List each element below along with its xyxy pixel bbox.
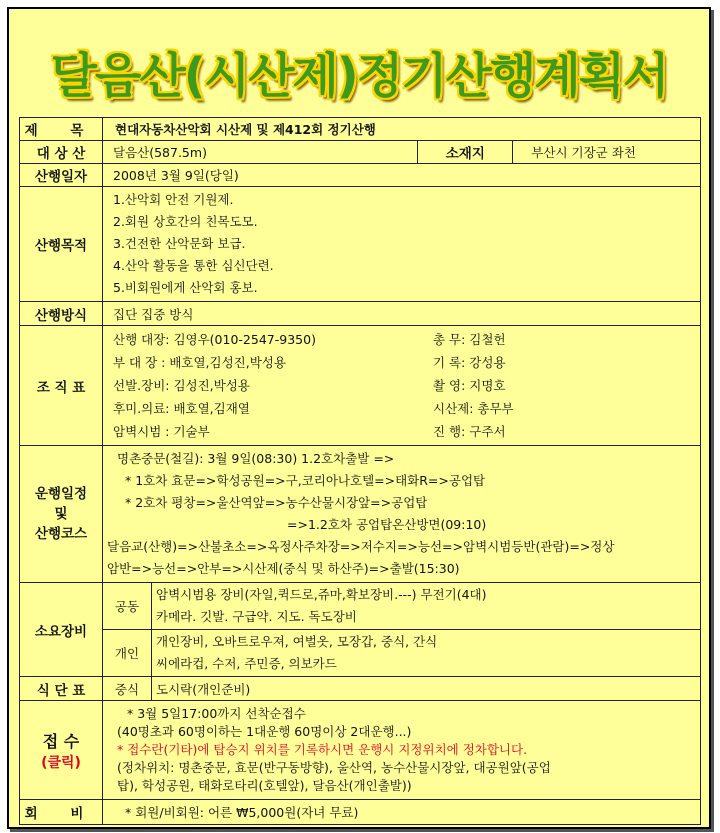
- mountain-value: 달음산(587.5m): [103, 141, 418, 164]
- plan-table: [19, 117, 701, 825]
- row-register: [20, 701, 701, 800]
- register-line: (정차위치: 명촌중문, 효문(반구동방향), 울산역, 농수산물시장앞, 대공원앞(공업: [117, 760, 551, 775]
- equip-item: 카메라. 깃발. 구급약. 지도. 독도장비: [156, 609, 357, 624]
- equip-common-list: [152, 583, 701, 630]
- org-row: [113, 420, 696, 443]
- label-schedule-1: 운행일정: [34, 486, 88, 502]
- row-mountain: [20, 141, 701, 164]
- org-left: 산행 대장: 김영우(010-2547-9350): [113, 332, 316, 347]
- meal-value: 도시락(개인준비): [152, 677, 701, 701]
- schedule-list: [103, 446, 701, 583]
- org-right: 진 행: 구주서: [433, 424, 506, 439]
- subject-value: 현대자동차산악회 시산제 및 제412회 정기산행: [103, 118, 701, 141]
- register-click-link[interactable]: (클릭): [41, 754, 81, 771]
- page-frame: [7, 7, 711, 829]
- schedule-line: =>1.2호차 공업탑온산방면(09:10): [287, 517, 487, 532]
- label-schedule-3: 산행코스: [34, 526, 88, 542]
- title-banner: [9, 31, 709, 111]
- register-label-cell[interactable]: [20, 701, 103, 800]
- label-mountain: 대 상 산: [20, 141, 103, 164]
- org-right: 총 무: 김철헌: [433, 332, 506, 347]
- fee-value: * 회원/비회원: 어른 ₩5,000원(자녀 무료): [103, 800, 701, 825]
- label-equip-personal: 개인: [103, 630, 152, 677]
- label-register: 접 수: [42, 731, 80, 751]
- row-equipment-personal: [20, 630, 701, 677]
- label-schedule-2: 및: [54, 506, 68, 522]
- purpose-item: 4.산악 활동을 통한 심신단련.: [113, 258, 274, 273]
- label-meal-sub: 중식: [103, 677, 152, 701]
- row-schedule: [20, 446, 701, 583]
- label-org: 조 직 표: [20, 326, 103, 446]
- purpose-item: 2.회원 상호간의 친목도모.: [113, 214, 258, 229]
- org-chart: [103, 326, 701, 446]
- row-date: [20, 164, 701, 187]
- schedule-line: 달음교(산행)=>산불초소=>옥정사주차장=>저수지=>능선=>암벽시범등반(관람)=>정상: [107, 539, 615, 554]
- org-left: 후미.의료: 배호열,김재열: [113, 401, 250, 416]
- schedule-line: 명촌중문(철길): 3월 9일(08:30) 1.2호차출발 =>: [117, 451, 395, 466]
- method-value: 집단 집중 방식: [103, 302, 701, 326]
- label-method: 산행방식: [20, 302, 103, 326]
- equip-item: 개인장비, 오바트로우져, 여벌옷, 모장갑, 중식, 간식: [156, 634, 438, 649]
- schedule-line: 암반=>능선=>안부=>시산제(중식 및 하산주)=>출발(15:30): [107, 561, 460, 576]
- purpose-item: 3.건전한 산악문화 보급.: [113, 236, 246, 251]
- org-left: 부 대 장 : 배호열,김성진,박성용: [113, 355, 286, 370]
- purpose-item: 5.비회원에게 산악회 홍보.: [113, 280, 258, 295]
- org-row: [113, 397, 696, 420]
- row-method: [20, 302, 701, 326]
- register-line: * 3월 5일17:00까지 선착순접수: [127, 706, 306, 721]
- register-details: [103, 701, 701, 800]
- register-line: * 접수란(기타)에 탑승지 위치를 기록하시면 운행시 지정위치에 정차합니다.: [117, 742, 528, 757]
- org-right: 시산제: 총무부: [433, 401, 514, 416]
- purpose-item: 1.산악회 안전 기원제.: [113, 192, 234, 207]
- schedule-line: * 2호차 평창=>울산역앞=>농수산물시장앞=>공업탑: [125, 495, 428, 510]
- label-location: 소재지: [418, 141, 513, 164]
- equip-personal-list: [152, 630, 701, 677]
- org-right: 촬 영: 지명호: [433, 378, 506, 393]
- page-title: 달음산(시산제)정기산행계획서: [50, 47, 668, 104]
- label-equip-common: 공동: [103, 583, 152, 630]
- equip-item: 씨에라컵, 수저, 주민증, 의보카드: [156, 656, 337, 671]
- row-fee: [20, 800, 701, 825]
- org-row: [113, 351, 696, 374]
- purpose-list: [103, 187, 701, 302]
- label-subject: 제 목: [24, 123, 98, 139]
- date-value: 2008년 3월 9일(당일): [103, 164, 701, 187]
- row-equipment-common: [20, 583, 701, 630]
- label-fee: 회 비: [24, 806, 98, 822]
- org-left: 선발.장비: 김성진,박성용: [113, 378, 250, 393]
- schedule-line: * 1호차 효문=>학성공원=>구,코리아나호텔=>태화R=>공업탑: [125, 473, 486, 488]
- row-purpose: [20, 187, 701, 302]
- org-left: 암벽시범 : 기술부: [113, 424, 210, 439]
- row-meal: [20, 677, 701, 701]
- label-equipment: 소요장비: [20, 583, 103, 677]
- register-line: (40명초과 60명이하는 1대운행 60명이상 2대운행...): [117, 724, 412, 739]
- org-row: [113, 374, 696, 397]
- label-schedule: [20, 446, 103, 583]
- label-date: 산행일자: [20, 164, 103, 187]
- row-subject: [20, 118, 701, 141]
- org-right: 기 록: 강성용: [433, 355, 506, 370]
- label-purpose: 산행목적: [20, 187, 103, 302]
- label-meal: 식 단 표: [20, 677, 103, 701]
- row-org: [20, 326, 701, 446]
- register-line: 탑), 학성공원, 태화로타리(호텔앞), 달음산(개인출발)): [117, 778, 412, 793]
- equip-item: 암벽시범용 장비(자일,퀵드로,쥬마,확보장비.---) 무전기(4대): [156, 587, 487, 602]
- org-row: [113, 328, 696, 351]
- location-value: 부산시 기장군 좌천: [513, 141, 701, 164]
